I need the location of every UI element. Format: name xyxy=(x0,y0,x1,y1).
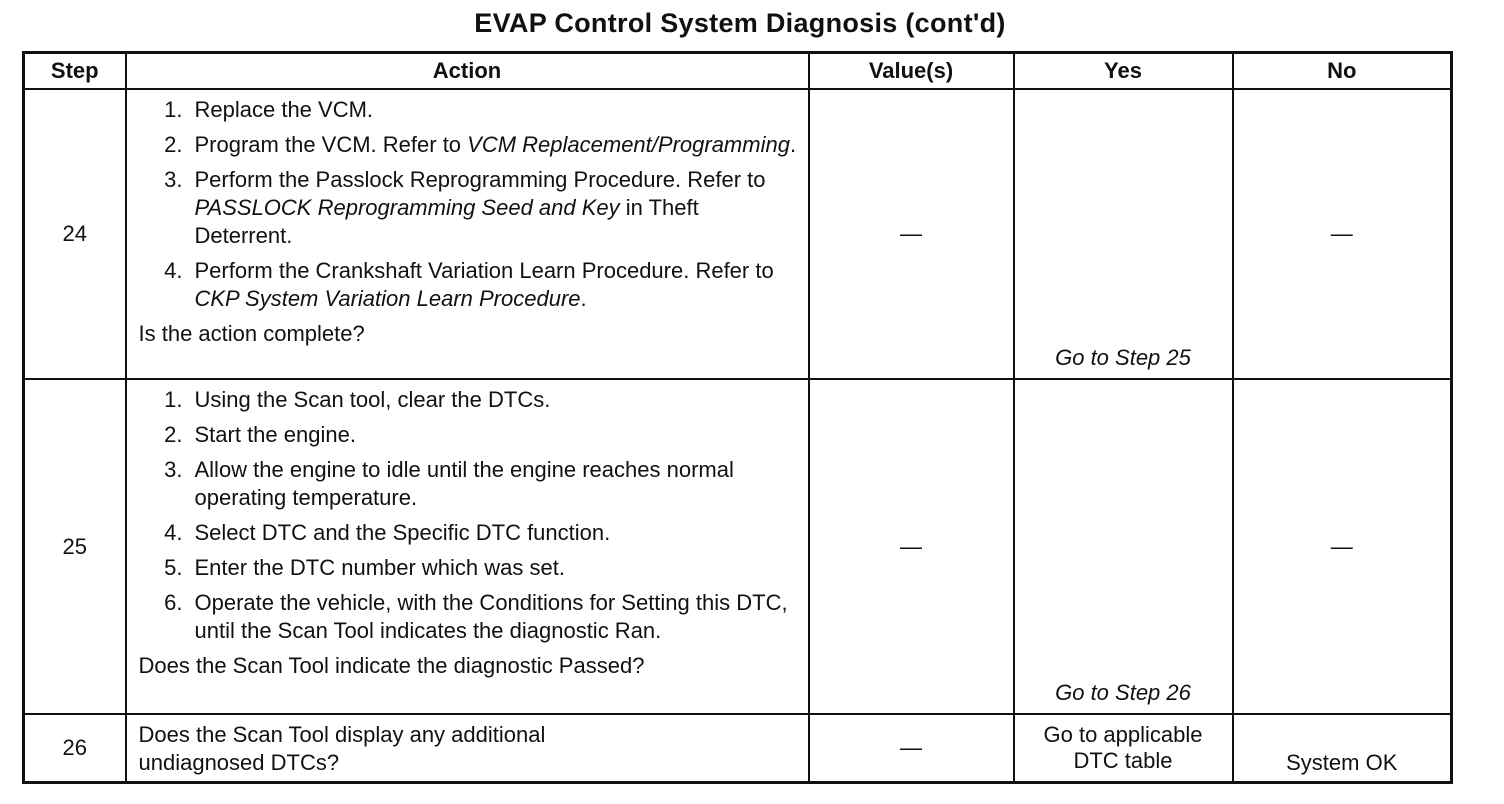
no-cell: — xyxy=(1233,379,1452,714)
action-cell xyxy=(126,379,809,714)
list-item-number: 3. xyxy=(164,167,183,192)
table-header-row xyxy=(24,53,1452,90)
no-cell: System OK xyxy=(1233,714,1452,783)
header-step: Step xyxy=(24,53,126,90)
action-cell xyxy=(126,89,809,379)
list-item-text: Operate the vehicle, with the Conditions for Setting this DTC, until the Scan Tool indicates the diagnostic Ran. xyxy=(194,590,788,643)
list-item-number: 4. xyxy=(164,520,183,545)
header-no: No xyxy=(1233,53,1452,90)
header-yes: Yes xyxy=(1014,53,1233,90)
header-values: Value(s) xyxy=(809,53,1014,90)
list-item-number: 1. xyxy=(164,387,183,412)
list-item xyxy=(139,519,798,547)
list-item-number: 3. xyxy=(164,457,183,482)
list-item-text: Perform the Crankshaft Variation Learn Procedure. Refer to CKP System Variation Learn Procedure. xyxy=(194,258,774,311)
header-action: Action xyxy=(126,53,809,90)
list-item-text: Replace the VCM. xyxy=(194,97,374,122)
action-cell xyxy=(126,714,809,783)
list-item-text: Select DTC and the Specific DTC function. xyxy=(194,520,611,545)
yes-cell: Go to Step 26 xyxy=(1014,379,1233,714)
list-item xyxy=(139,589,798,645)
action-list xyxy=(139,386,798,645)
list-item-text: Enter the DTC number which was set. xyxy=(194,555,565,580)
list-item-number: 2. xyxy=(164,132,183,157)
list-item-number: 1. xyxy=(164,97,183,122)
list-item-text: Program the VCM. Refer to VCM Replacement/Programming. xyxy=(194,132,797,157)
table-row xyxy=(24,714,1452,783)
action-question: Does the Scan Tool indicate the diagnostic Passed? xyxy=(138,653,645,678)
step-number: 24 xyxy=(24,89,126,379)
table-row xyxy=(24,379,1452,714)
list-item xyxy=(139,257,798,313)
action-question: Is the action complete? xyxy=(138,321,365,346)
values-cell: — xyxy=(809,379,1014,714)
action-list xyxy=(139,96,798,313)
diagnosis-table xyxy=(22,51,1453,784)
yes-cell: Go to Step 25 xyxy=(1014,89,1233,379)
list-item xyxy=(139,554,798,582)
list-item xyxy=(139,166,798,250)
list-item-number: 6. xyxy=(164,590,183,615)
list-item-number: 5. xyxy=(164,555,183,580)
list-item-number: 2. xyxy=(164,422,183,447)
values-cell: — xyxy=(809,89,1014,379)
yes-cell: Go to applicable DTC table xyxy=(1014,714,1233,783)
action-question: Does the Scan Tool display any additional undiagnosed DTCs? xyxy=(138,722,546,775)
list-item xyxy=(139,96,798,124)
values-cell: — xyxy=(809,714,1014,783)
list-item xyxy=(139,386,798,414)
table-row xyxy=(24,89,1452,379)
step-number: 25 xyxy=(24,379,126,714)
no-cell: — xyxy=(1233,89,1452,379)
list-item xyxy=(139,421,798,449)
list-item xyxy=(139,456,798,512)
list-item xyxy=(139,131,798,159)
step-number: 26 xyxy=(24,714,126,783)
page-title: EVAP Control System Diagnosis (cont'd) xyxy=(474,8,1006,38)
list-item-text: Perform the Passlock Reprogramming Procedure. Refer to PASSLOCK Reprogramming Seed and Key in Theft Deterrent. xyxy=(194,167,766,248)
list-item-text: Allow the engine to idle until the engine reaches normal operating temperature. xyxy=(194,457,734,510)
list-item-text: Using the Scan tool, clear the DTCs. xyxy=(194,387,551,412)
list-item-text: Start the engine. xyxy=(194,422,356,447)
list-item-number: 4. xyxy=(164,258,183,283)
